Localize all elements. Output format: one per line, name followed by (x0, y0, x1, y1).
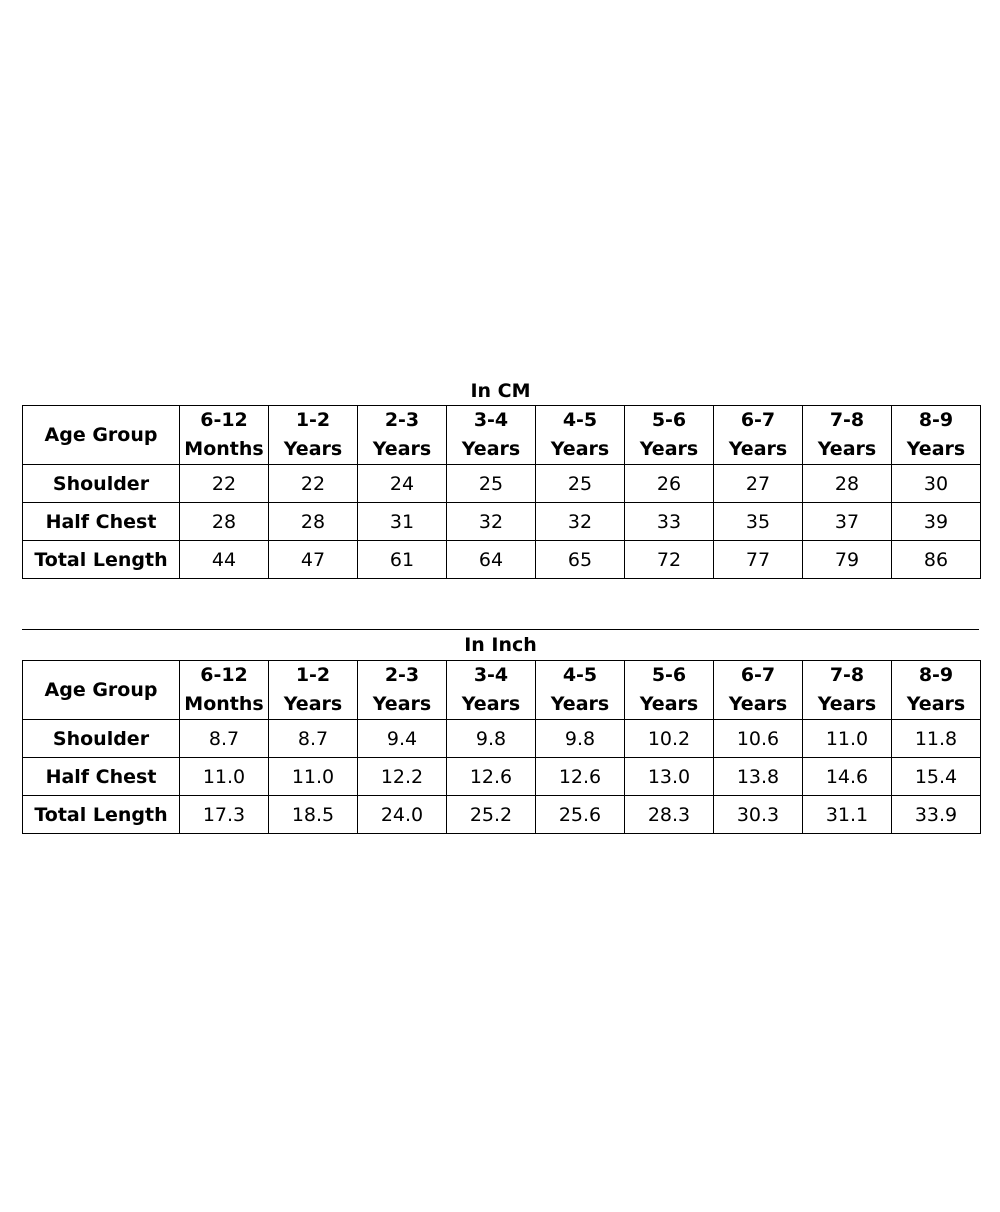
table-cell: 65 (536, 541, 625, 579)
table-cell: 18.5 (269, 796, 358, 834)
table-cell: 39 (892, 503, 981, 541)
table-cell: 10.2 (625, 720, 714, 758)
column-header-line1: 5-6 (651, 664, 687, 686)
table-row (23, 503, 981, 541)
column-header (803, 661, 892, 720)
column-header-line2: Months (184, 438, 264, 460)
column-header-line1: 4-5 (562, 409, 598, 431)
row-label: Shoulder (23, 720, 180, 758)
size-table-cm (22, 377, 979, 579)
table-cell: 25.6 (536, 796, 625, 834)
column-header (358, 661, 447, 720)
header-label: Age Group (23, 406, 180, 465)
column-header-line2: Years (906, 693, 966, 715)
table-cell: 13.8 (714, 758, 803, 796)
column-header-line2: Months (184, 693, 264, 715)
table-cell: 24.0 (358, 796, 447, 834)
column-header-line1: 3-4 (473, 664, 509, 686)
size-table-inch (22, 629, 979, 834)
table-cell: 61 (358, 541, 447, 579)
table-row (23, 465, 981, 503)
column-header-line1: 7-8 (829, 409, 865, 431)
column-header-line2: Years (906, 438, 966, 460)
column-header-line1: 4-5 (562, 664, 598, 686)
header-row (23, 406, 981, 465)
column-header (447, 661, 536, 720)
table-cell: 24 (358, 465, 447, 503)
table-cell: 31.1 (803, 796, 892, 834)
column-header (803, 406, 892, 465)
table-cell: 32 (447, 503, 536, 541)
table-cell: 10.6 (714, 720, 803, 758)
table-cell: 9.8 (536, 720, 625, 758)
table-caption: In Inch (22, 629, 979, 660)
column-header-line1: 8-9 (918, 409, 954, 431)
size-chart-table (22, 405, 981, 579)
column-header (180, 661, 269, 720)
table-cell: 33 (625, 503, 714, 541)
table-cell: 15.4 (892, 758, 981, 796)
column-header-line1: 1-2 (295, 409, 331, 431)
column-header (536, 661, 625, 720)
column-header-line2: Years (550, 438, 610, 460)
table-cell: 27 (714, 465, 803, 503)
column-header-line1: 6-12 (200, 409, 248, 431)
table-cell: 28 (269, 503, 358, 541)
row-label: Half Chest (23, 503, 180, 541)
column-header-line2: Years (372, 438, 432, 460)
table-row (23, 720, 981, 758)
table-cell: 72 (625, 541, 714, 579)
table-cell: 13.0 (625, 758, 714, 796)
table-cell: 25 (447, 465, 536, 503)
table-row (23, 541, 981, 579)
header-row (23, 661, 981, 720)
column-header (714, 406, 803, 465)
column-header-line2: Years (728, 693, 788, 715)
column-header (714, 661, 803, 720)
column-header-line2: Years (639, 693, 699, 715)
header-label: Age Group (23, 661, 180, 720)
column-header-line2: Years (283, 438, 343, 460)
column-header (269, 406, 358, 465)
table-cell: 28 (180, 503, 269, 541)
column-header-line2: Years (639, 438, 699, 460)
table-cell: 9.4 (358, 720, 447, 758)
column-header (536, 406, 625, 465)
table-cell: 31 (358, 503, 447, 541)
table-cell: 25 (536, 465, 625, 503)
table-row (23, 796, 981, 834)
table-cell: 22 (269, 465, 358, 503)
table-cell: 11.8 (892, 720, 981, 758)
size-chart-table (22, 660, 981, 834)
column-header-line2: Years (550, 693, 610, 715)
table-cell: 9.8 (447, 720, 536, 758)
column-header-line1: 1-2 (295, 664, 331, 686)
column-header-line2: Years (372, 693, 432, 715)
row-label: Total Length (23, 796, 180, 834)
column-header-line2: Years (817, 693, 877, 715)
table-caption: In CM (470, 380, 531, 402)
table-cell: 12.6 (536, 758, 625, 796)
table-cell: 14.6 (803, 758, 892, 796)
column-header-line2: Years (283, 693, 343, 715)
table-cell: 17.3 (180, 796, 269, 834)
column-header-line1: 6-7 (740, 409, 776, 431)
table-cell: 37 (803, 503, 892, 541)
table-cell: 86 (892, 541, 981, 579)
column-header-line2: Years (728, 438, 788, 460)
column-header (269, 661, 358, 720)
table-cell: 12.2 (358, 758, 447, 796)
table-cell: 8.7 (269, 720, 358, 758)
table-cell: 28 (803, 465, 892, 503)
table-cell: 32 (536, 503, 625, 541)
table-cell: 22 (180, 465, 269, 503)
column-header (892, 406, 981, 465)
table-cell: 11.0 (269, 758, 358, 796)
table-cell: 28.3 (625, 796, 714, 834)
row-label: Total Length (23, 541, 180, 579)
table-cell: 35 (714, 503, 803, 541)
column-header (625, 661, 714, 720)
column-header-line1: 2-3 (384, 409, 420, 431)
table-cell: 64 (447, 541, 536, 579)
column-header-line1: 6-12 (200, 664, 248, 686)
table-cell: 33.9 (892, 796, 981, 834)
column-header (180, 406, 269, 465)
column-header-line1: 2-3 (384, 664, 420, 686)
table-cell: 8.7 (180, 720, 269, 758)
table-cell: 30 (892, 465, 981, 503)
column-header-line2: Years (817, 438, 877, 460)
column-header (447, 406, 536, 465)
table-cell: 30.3 (714, 796, 803, 834)
column-header-line1: 5-6 (651, 409, 687, 431)
table-cell: 11.0 (180, 758, 269, 796)
table-row (23, 758, 981, 796)
column-header (625, 406, 714, 465)
row-label: Shoulder (23, 465, 180, 503)
column-header-line2: Years (461, 693, 521, 715)
column-header-line1: 8-9 (918, 664, 954, 686)
column-header (892, 661, 981, 720)
column-header-line1: 7-8 (829, 664, 865, 686)
table-cell: 77 (714, 541, 803, 579)
row-label: Half Chest (23, 758, 180, 796)
column-header-line1: 3-4 (473, 409, 509, 431)
table-cell: 26 (625, 465, 714, 503)
table-cell: 47 (269, 541, 358, 579)
column-header-line2: Years (461, 438, 521, 460)
table-cell: 11.0 (803, 720, 892, 758)
table-cell: 25.2 (447, 796, 536, 834)
column-header (358, 406, 447, 465)
column-header-line1: 6-7 (740, 664, 776, 686)
table-cell: 79 (803, 541, 892, 579)
table-cell: 12.6 (447, 758, 536, 796)
table-cell: 44 (180, 541, 269, 579)
